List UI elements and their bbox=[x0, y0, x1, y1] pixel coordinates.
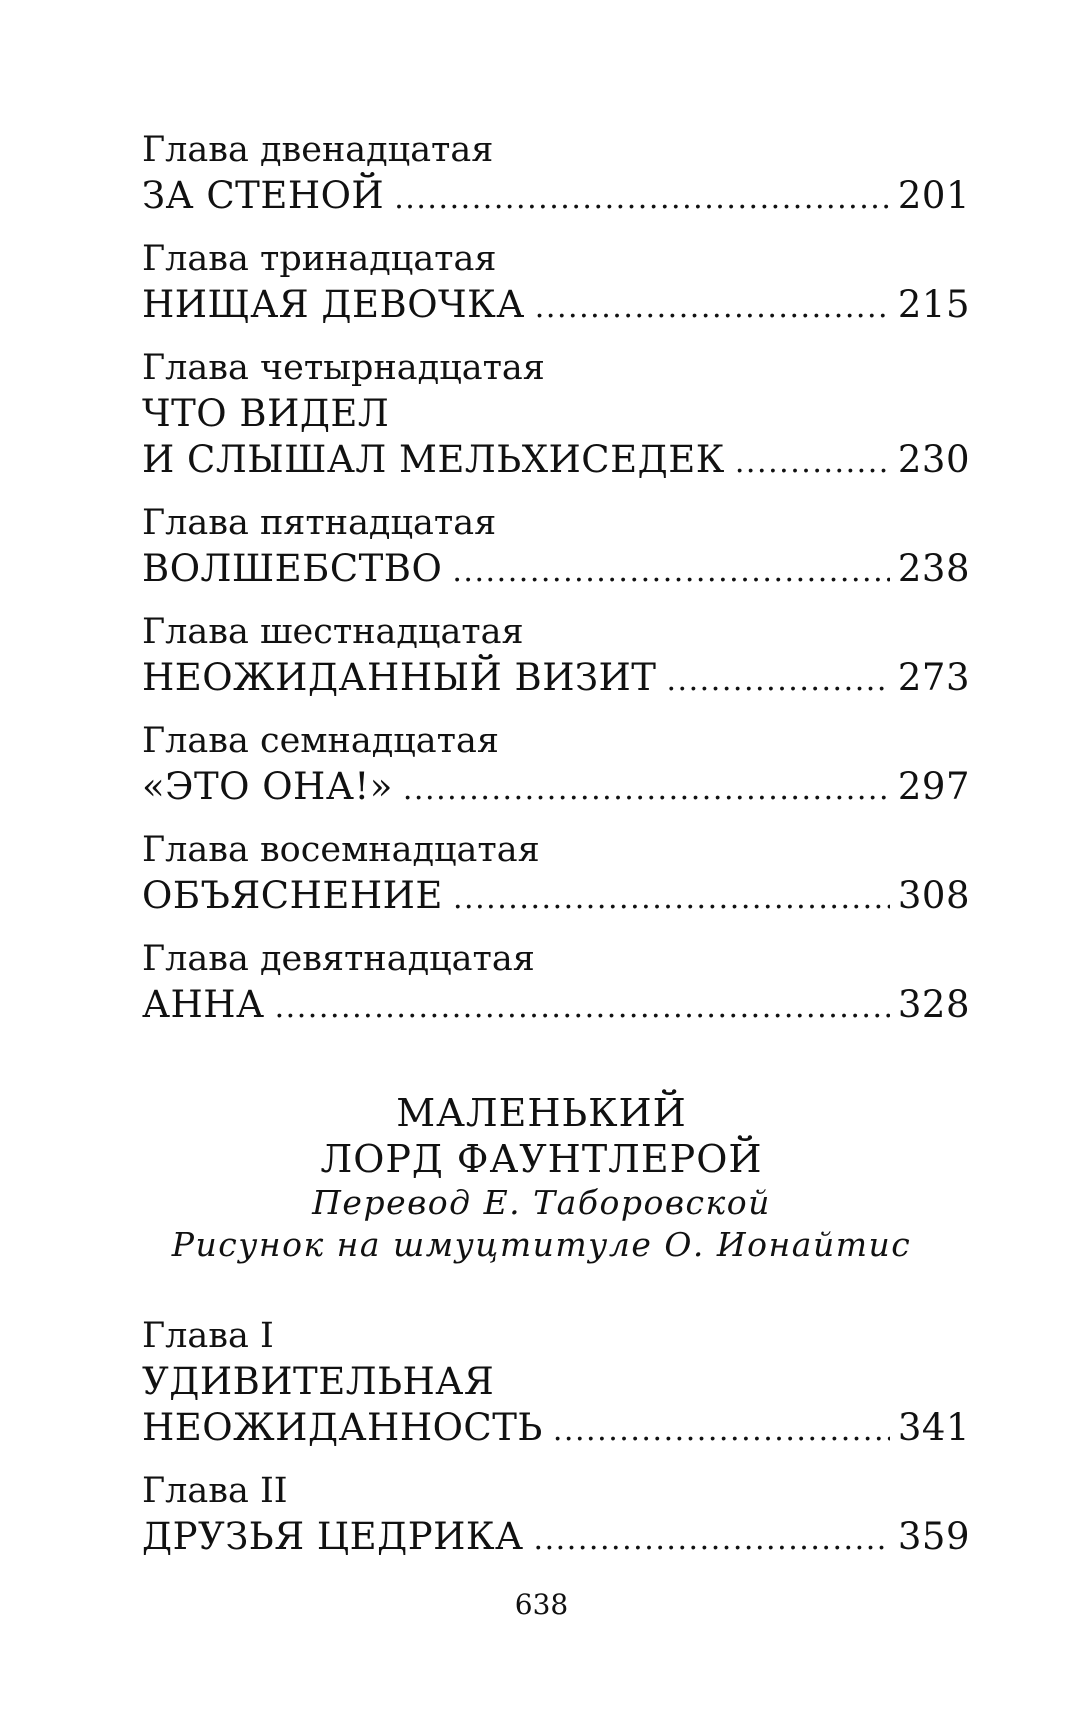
toc-title-row bbox=[142, 546, 970, 595]
page-ref: 308 bbox=[897, 874, 970, 917]
toc-title-row bbox=[142, 873, 970, 922]
chapter-title: НИЩАЯ ДЕВОЧКА bbox=[142, 283, 525, 326]
chapter-label: Глава семнадцатая bbox=[142, 721, 499, 761]
chapter-label: Глава I bbox=[142, 1316, 274, 1356]
book-heading bbox=[0, 1090, 1083, 1266]
chapter-title-line: УДИВИТЕЛЬНАЯ bbox=[142, 1360, 495, 1403]
leader-dots bbox=[666, 658, 889, 704]
chapter-title: ОБЪЯСНЕНИЕ bbox=[142, 874, 443, 917]
chapter-title: НЕОЖИДАННОСТЬ bbox=[142, 1406, 543, 1449]
toc-title-row bbox=[142, 982, 970, 1031]
leader-dots bbox=[452, 549, 890, 595]
leader-dots bbox=[535, 285, 890, 331]
page-ref: 297 bbox=[897, 765, 970, 808]
leader-dots bbox=[453, 876, 890, 922]
leader-dots bbox=[275, 985, 890, 1031]
leader-dots bbox=[534, 1517, 890, 1563]
toc-entry bbox=[142, 827, 970, 922]
chapter-label: Глава шестнадцатая bbox=[142, 612, 524, 652]
leader-dots bbox=[403, 767, 890, 813]
toc-title-row bbox=[142, 1514, 970, 1563]
toc-entry bbox=[142, 500, 970, 595]
toc-title-row bbox=[142, 764, 970, 813]
toc-entry bbox=[142, 718, 970, 813]
table-of-contents-upper bbox=[142, 127, 970, 1045]
chapter-label: Глава девятнадцатая bbox=[142, 939, 535, 979]
chapter-title-line: ЧТО ВИДЕЛ bbox=[142, 392, 390, 435]
toc-title-row bbox=[142, 173, 970, 222]
page-ref: 215 bbox=[897, 283, 970, 326]
toc-title-row bbox=[142, 1405, 970, 1454]
page-ref: 341 bbox=[897, 1406, 970, 1449]
page-ref: 230 bbox=[897, 438, 970, 481]
chapter-label: Глава тринадцатая bbox=[142, 239, 497, 279]
chapter-label: Глава восемнадцатая bbox=[142, 830, 540, 870]
page-ref: 359 bbox=[897, 1515, 970, 1558]
leader-dots bbox=[553, 1408, 890, 1454]
toc-title-row bbox=[142, 655, 970, 704]
chapter-title: ВОЛШЕБСТВО bbox=[142, 547, 443, 590]
chapter-label: Глава II bbox=[142, 1471, 288, 1511]
toc-entry bbox=[142, 1313, 970, 1454]
chapter-title: ЗА СТЕНОЙ bbox=[142, 174, 385, 217]
toc-entry bbox=[142, 236, 970, 331]
chapter-label: Глава двенадцатая bbox=[142, 130, 494, 170]
toc-entry bbox=[142, 127, 970, 222]
toc-entry bbox=[142, 1468, 970, 1563]
table-of-contents-lower bbox=[142, 1313, 970, 1577]
chapter-title: АННА bbox=[142, 983, 265, 1026]
page-ref: 328 bbox=[897, 983, 970, 1026]
chapter-title: НЕОЖИДАННЫЙ ВИЗИТ bbox=[142, 656, 657, 699]
chapter-label: Глава пятнадцатая bbox=[142, 503, 497, 543]
toc-title-row bbox=[142, 437, 970, 486]
chapter-label: Глава четырнадцатая bbox=[142, 348, 545, 388]
illustrator-credit: Рисунок на шмуцтитуле О. Ионайтис bbox=[171, 1225, 912, 1264]
page-ref: 273 bbox=[897, 656, 970, 699]
chapter-title: И СЛЫШАЛ МЕЛЬХИСЕДЕК bbox=[142, 438, 725, 481]
toc-entry bbox=[142, 936, 970, 1031]
leader-dots bbox=[735, 440, 890, 486]
book-title-line-1: МАЛЕНЬКИЙ bbox=[396, 1091, 687, 1135]
page-ref: 201 bbox=[897, 174, 970, 217]
toc-title-row bbox=[142, 282, 970, 331]
page-ref: 238 bbox=[897, 547, 970, 590]
book-title-line-2: ЛОРД ФАУНТЛЕРОЙ bbox=[320, 1137, 763, 1181]
leader-dots bbox=[394, 176, 890, 222]
page-number: 638 bbox=[514, 1588, 569, 1621]
chapter-title: ДРУЗЬЯ ЦЕДРИКА bbox=[142, 1515, 524, 1558]
translator-credit: Перевод Е. Таборовской bbox=[312, 1183, 771, 1222]
chapter-title: «ЭТО ОНА!» bbox=[142, 765, 393, 808]
toc-entry bbox=[142, 609, 970, 704]
toc-entry bbox=[142, 345, 970, 486]
